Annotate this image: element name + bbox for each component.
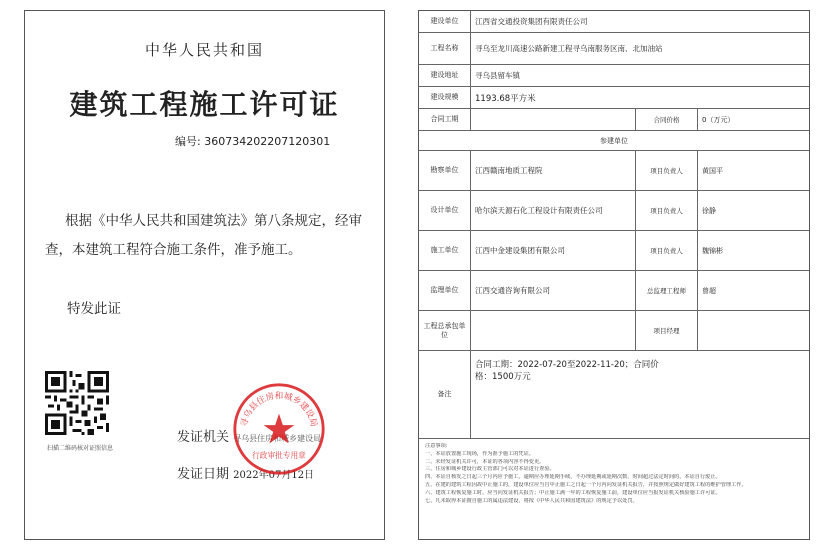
unit-row-supervision (419, 271, 809, 311)
remarks-label: 备注 (419, 351, 471, 438)
unit-label: 勘察单位 (419, 151, 471, 190)
remarks-value (471, 351, 809, 438)
unit-row-general-contractor (419, 311, 809, 351)
section-header-row (419, 131, 809, 151)
notes-line: 四、本证自核发之日起三个月内应予施工，逾期应办理延期手续，不办理延期或延期次数、时间超过法定时间的，本证自行废止。 (425, 474, 721, 481)
row-value: 寻乌县留车镇 (475, 71, 520, 80)
qr-code (45, 371, 109, 435)
issue-date-label: 发证日期 (177, 467, 230, 482)
unit-name: 哈尔滨天源石化工程设计有限责任公司 (471, 191, 636, 230)
notes-line: 三、住房和城乡建设行政主管部门可以对本证进行查验。 (425, 466, 555, 473)
issue-date-value: 2022年07月12日 (233, 470, 315, 481)
remarks-line-1: 合同工期：2022-07-20至2022-11-20；合同价 (475, 360, 659, 370)
unit-row-design (419, 191, 809, 231)
unit-name: 江西交通咨询有限公司 (471, 271, 636, 310)
special-issue-text: 特发此证 (67, 301, 121, 317)
paragraph-line-2: 查，本建筑工程符合施工条件，准予施工。 (45, 242, 302, 258)
row-label: 建设规模 (419, 87, 471, 108)
country-name: 中华人民共和国 (144, 41, 264, 59)
unit-row-construction (419, 231, 809, 271)
unit-role: 项目负责人 (636, 231, 698, 270)
unit-person: 魏锦彬 (702, 246, 723, 255)
row-label: 工程名称 (419, 33, 471, 64)
seal-arc-text: 寻乌县住房和城乡建设局 (239, 391, 319, 428)
unit-row-survey (419, 151, 809, 191)
unit-person: 黄国平 (702, 166, 723, 175)
permit-cover-page (24, 10, 385, 540)
row-construction-scale (419, 87, 809, 109)
seal-subtext: 行政审批专用章 (252, 450, 306, 460)
row-value: 1193.68平方米 (475, 93, 536, 104)
row-value: 江西省交通投资集团有限责任公司 (475, 17, 588, 26)
remarks-line-2: 格：1500万元 (475, 372, 531, 382)
unit-role: 项目负责人 (636, 151, 698, 190)
remarks-row (419, 351, 809, 439)
row-label: 建设地址 (419, 65, 471, 86)
row-value: 寻乌至龙川高速公路新建工程寻乌南服务区南、北加油站 (475, 44, 663, 53)
unit-person (698, 311, 809, 350)
unit-label: 设计单位 (419, 191, 471, 230)
notes-line: 七、凡未取得本证擅自施工的属违法建设，将按《中华人民共和国建筑法》的规定予以处罚。 (425, 497, 638, 504)
unit-label: 施工单位 (419, 231, 471, 270)
issuer-label: 发证机关 (177, 430, 230, 445)
row-construction-address (419, 65, 809, 87)
certificate-number (175, 133, 330, 149)
unit-role: 项目负责人 (636, 191, 698, 230)
certificate-number-value: 360734202207120301 (204, 135, 331, 148)
notes-line: 二、未经发证机关许可，本证的各项内容不得变更。 (425, 458, 545, 465)
qr-caption: 扫描二维码核对证照信息 (47, 445, 114, 452)
notes-line: 五、在建的建筑工程因故中止施工的，建设单位应当自中止施工之日起一个月内向发证机关报告，并按照规定做好建筑工程的维护管理工作。 (425, 481, 747, 488)
row-label: 建设单位 (419, 11, 471, 32)
certificate-number-label: 编号: (175, 135, 201, 148)
paragraph-line-1: 根据《中华人民共和国建筑法》第八条规定，经审 (65, 213, 362, 229)
unit-role: 总监理工程师 (636, 271, 698, 310)
unit-person: 徐静 (702, 206, 716, 215)
contract-price-label: 合同价格 (636, 109, 698, 130)
notes-line: 一、本证放置施工现场，作为准予施工的凭证。 (425, 450, 534, 457)
unit-person: 曾超 (702, 286, 716, 295)
unit-name: 江西中金建设集团有限公司 (471, 231, 636, 270)
unit-role: 项目经理 (636, 311, 698, 350)
official-seal-icon (231, 381, 327, 477)
permit-details-page (418, 10, 810, 540)
unit-label: 监理单位 (419, 271, 471, 310)
unit-name: 江西赣南地质工程院 (471, 151, 636, 190)
contract-price-value: 0（万元） (702, 115, 735, 124)
issuer-value: 寻乌县住房和城乡建设局 (233, 434, 322, 443)
certificate-title: 建筑工程施工许可证 (69, 88, 340, 121)
notes-line: 注意事项: (425, 443, 448, 449)
notes-line: 六、建筑工程恢复施工时，应当向发证机关报告；中止施工满一年的工程恢复施工前，建设单位应当报发证机关核验施工许可证。 (425, 489, 721, 496)
notes-block (425, 443, 803, 505)
contract-term-label: 合同工期 (419, 109, 471, 130)
row-contract-term (419, 109, 809, 131)
contract-term-value (471, 109, 636, 130)
unit-label: 工程总承包单位 (419, 311, 471, 350)
legal-basis-paragraph (45, 207, 365, 265)
row-project-name (419, 33, 809, 65)
unit-name (471, 311, 636, 350)
row-construction-unit (419, 11, 809, 33)
section-header: 参建单位 (600, 136, 628, 145)
